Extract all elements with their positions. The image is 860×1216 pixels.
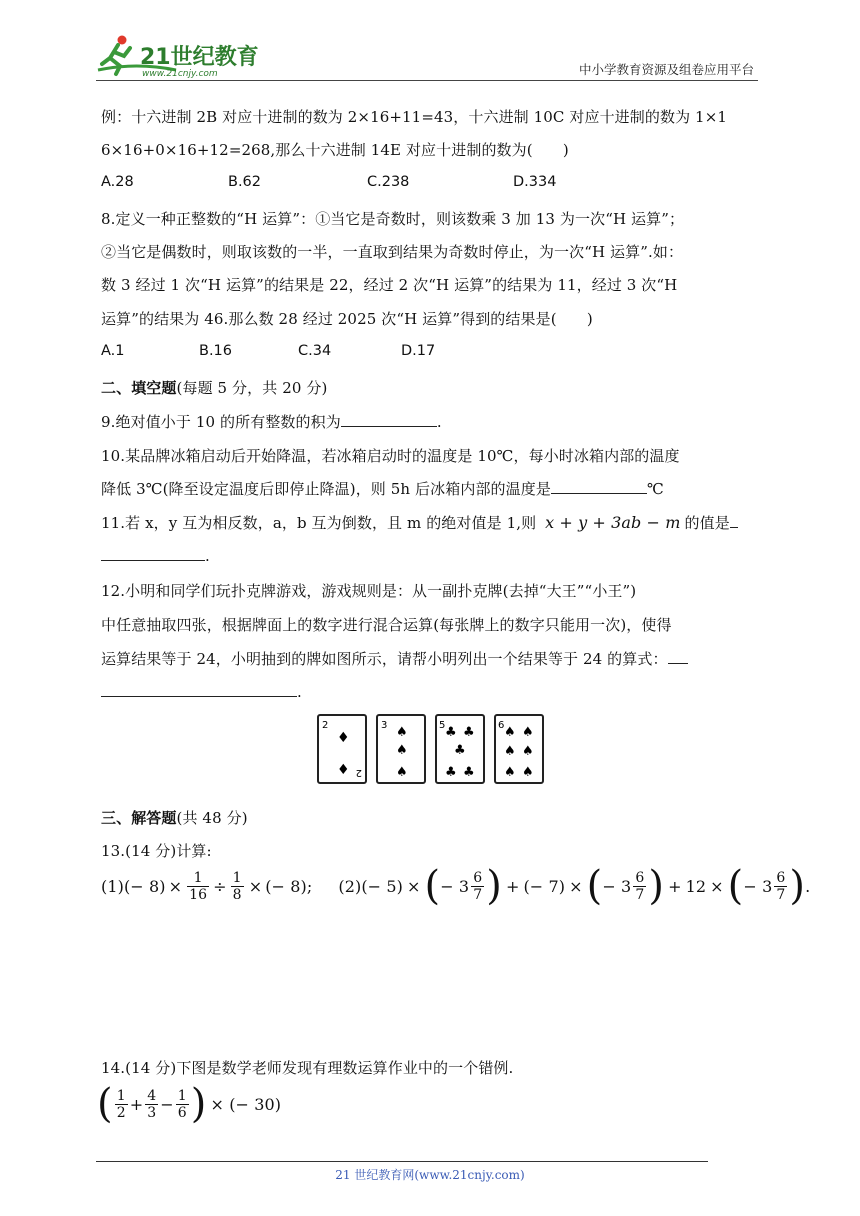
playing-cards-figure <box>317 714 547 784</box>
q7-line2: 6×16+0×16+12=268,那么十六进制 14E 对应十进制的数为( ) <box>101 141 569 159</box>
diamond-icon: ♦ <box>337 730 350 746</box>
page-header <box>0 0 860 84</box>
q13-end: . <box>805 876 811 896</box>
fraction-6-7: $\frac{6}{7}$ <box>473 869 483 903</box>
times-sign: × <box>406 876 421 896</box>
club-icon: ♣ <box>454 743 466 758</box>
fraction-1-6: $\frac{1}{6}$ <box>177 1087 187 1121</box>
q9-text: 9.绝对值小于 10 的所有整数的积为 <box>101 413 341 431</box>
q13-expressions: (1) (− 8) × $\frac{1}{16}$ ÷ $\frac{1}{8}$ × (− 8) ; (2) (− 5) × ( − 3 $\frac{6}{7}$ ) + (− 7) × ( − 3 $\frac{6}{7}$ ) + 12 × ( − 3 $\frac{6}{7}$ ) . <box>101 863 811 909</box>
section-title: 二、填空题 <box>101 379 177 397</box>
platform-name: 中小学教育资源及组卷应用平台 <box>578 62 754 77</box>
card-2-diamonds <box>317 714 367 784</box>
spade-icon: ♠ <box>504 765 516 780</box>
q9-answer-blank[interactable] <box>341 412 437 427</box>
fraction-1-2: $\frac{1}{2}$ <box>116 1087 126 1121</box>
q12-answer-blank[interactable] <box>101 682 297 697</box>
q11-tail: 的值是 <box>684 514 730 532</box>
section-note: (每题 5 分，共 20 分) <box>176 379 328 397</box>
q13-part1-label: (1) <box>101 876 124 896</box>
svg-text:6: 6 <box>498 720 505 731</box>
q12-line3 <box>101 648 688 669</box>
section-fill-blank-heading <box>101 377 327 398</box>
svg-text:2: 2 <box>322 720 329 731</box>
q11-text: 11.若 x，y 互为相反数，a，b 互为倒数，且 m 的绝对值是 1,则 <box>101 514 537 532</box>
q13-term: (− 8) <box>265 876 307 896</box>
q13-title: 13.(14 分)计算: <box>101 842 212 860</box>
q12-line2: 中任意抽取四张，根据牌面上的数字进行混合运算(每张牌上的数字只能用一次)，使得 <box>101 616 672 634</box>
q8-option-a: A.1 <box>101 343 125 359</box>
fraction-4-3: $\frac{4}{3}$ <box>147 1087 157 1121</box>
svg-text:3: 3 <box>381 720 388 731</box>
q7-option-a: A.28 <box>101 174 134 190</box>
q11-line2 <box>101 546 210 565</box>
spade-icon: ♠ <box>396 765 408 780</box>
spade-icon: ♠ <box>396 725 408 740</box>
q12-answer-blank-start[interactable] <box>668 649 688 664</box>
mixed-number-whole: − 3 <box>743 876 773 896</box>
q10-text: 降低 3℃(降至设定温度后即停止降温)，则 5h 后冰箱内部的温度是 <box>101 480 551 498</box>
card-6-spades <box>494 714 544 784</box>
fraction-1-16: $\frac{1}{16}$ <box>189 869 208 903</box>
q9-line <box>101 411 442 432</box>
q8-line4: 运算”的结果为 46.那么数 28 经过 2025 次“H 运算”得到的结果是( ) <box>101 310 593 328</box>
spade-icon: ♠ <box>522 744 534 759</box>
q13-term: (− 8) <box>123 876 166 896</box>
q8-line2: ②当它是偶数时，则取该数的一半，一直取到结果为奇数时停止，为一次“H 运算”.如： <box>101 243 684 261</box>
spade-icon: ♠ <box>504 725 516 740</box>
q8-option-d: D.17 <box>401 343 436 359</box>
mixed-number-whole: − 3 <box>602 876 632 896</box>
q14-expression: ( $\frac{1}{2}$ + $\frac{4}{3}$ − $\frac{1}{6}$ ) × (− 30) <box>97 1081 282 1127</box>
spade-icon: ♠ <box>522 765 534 780</box>
spade-icon: ♠ <box>522 725 534 740</box>
q11-expression: x + y + 3ab − m <box>545 513 681 532</box>
q8-line1: 8.定义一种正整数的“H 运算”：①当它是奇数时，则该数乘 3 加 13 为一次“H 运算”； <box>101 210 685 228</box>
plus-sign: + <box>505 876 520 896</box>
fraction-6-7: $\frac{6}{7}$ <box>776 869 786 903</box>
fraction-6-7: $\frac{6}{7}$ <box>635 869 645 903</box>
q12-line4 <box>101 682 302 701</box>
runner-logo-icon <box>96 34 266 78</box>
svg-text:2: 2 <box>355 767 362 778</box>
q12-line1: 12.小明和同学们玩扑克牌游戏，游戏规则是：从一副扑克牌(去掉“大王”“小王”) <box>101 582 637 600</box>
site-logo <box>96 34 266 78</box>
times-sign: × <box>569 876 583 896</box>
q8-option-b: B.16 <box>199 343 233 359</box>
plus-sign: + <box>668 876 682 896</box>
club-icon: ♣ <box>445 725 457 740</box>
club-icon: ♣ <box>463 725 475 740</box>
plus-sign: + <box>129 1094 144 1114</box>
section-solve-heading <box>101 807 248 828</box>
q7-line1: 例：十六进制 2B 对应十进制的数为 2×16+11=43，十六进制 10C 对应十进制的数为 1×1 <box>101 108 728 126</box>
q10-answer-blank[interactable] <box>551 479 647 494</box>
q11-answer-blank[interactable] <box>101 546 205 561</box>
club-icon: ♣ <box>463 765 475 780</box>
q13-term: 12 <box>685 876 707 896</box>
club-icon: ♣ <box>445 765 457 780</box>
q7-option-d: D.334 <box>513 174 557 190</box>
card-5-clubs <box>435 714 485 784</box>
spade-icon: ♠ <box>504 744 516 759</box>
q10-line2 <box>101 478 664 499</box>
card-3-spades <box>376 714 426 784</box>
footer-divider <box>96 1161 708 1162</box>
diamond-icon: ♦ <box>337 762 350 778</box>
svg-text:5: 5 <box>439 720 446 731</box>
q9-end: . <box>436 413 442 431</box>
q13-term: (− 7) <box>523 876 566 896</box>
q14-title: 14.(14 分)下图是数学老师发现有理数运算作业中的一个错例. <box>101 1059 514 1077</box>
divide-sign: ÷ <box>213 876 227 896</box>
q7-option-b: B.62 <box>228 174 262 190</box>
svg-text:www.21cnjy.com: www.21cnjy.com <box>142 69 218 78</box>
minus-sign: − <box>160 1094 174 1114</box>
q11-end: . <box>205 547 210 565</box>
section-note: (共 48 分) <box>176 809 248 827</box>
footer-link[interactable]: 21 世纪教育网(www.21cnjy.com) <box>335 1168 525 1182</box>
section-title: 三、解答题 <box>101 809 177 827</box>
q11-line <box>101 512 738 533</box>
q8-line3: 数 3 经过 1 次“H 运算”的结果是 22，经过 2 次“H 运算”的结果为 11，经过 3 次“H <box>101 276 678 294</box>
q11-answer-blank-start[interactable] <box>730 513 738 528</box>
q10-line1: 10.某品牌冰箱启动后开始降温，若冰箱启动时的温度是 10℃，每小时冰箱内部的温度 <box>101 447 680 465</box>
separator: ; <box>306 876 313 896</box>
times-sign: × <box>248 876 263 896</box>
spade-icon: ♠ <box>396 743 408 758</box>
fraction-1-8: $\frac{1}{8}$ <box>232 869 242 903</box>
mixed-number-whole: − 3 <box>440 876 470 896</box>
times-sign: × <box>168 876 183 896</box>
q14-tail: × (− 30) <box>210 1094 282 1114</box>
q12-text: 运算结果等于 24，小明抽到的牌如图所示，请帮小明列出一个结果等于 24 的算式： <box>101 650 668 668</box>
q10-unit: ℃ <box>646 480 664 498</box>
header-divider <box>96 80 758 81</box>
q8-option-c: C.34 <box>298 343 332 359</box>
q12-end: . <box>297 683 302 701</box>
q7-option-c: C.238 <box>367 174 410 190</box>
q13-term: (− 5) <box>361 876 403 896</box>
times-sign: × <box>710 876 724 896</box>
q13-part2-label: (2) <box>338 876 362 896</box>
svg-text:21世纪教育: 21世纪教育 <box>140 45 259 70</box>
